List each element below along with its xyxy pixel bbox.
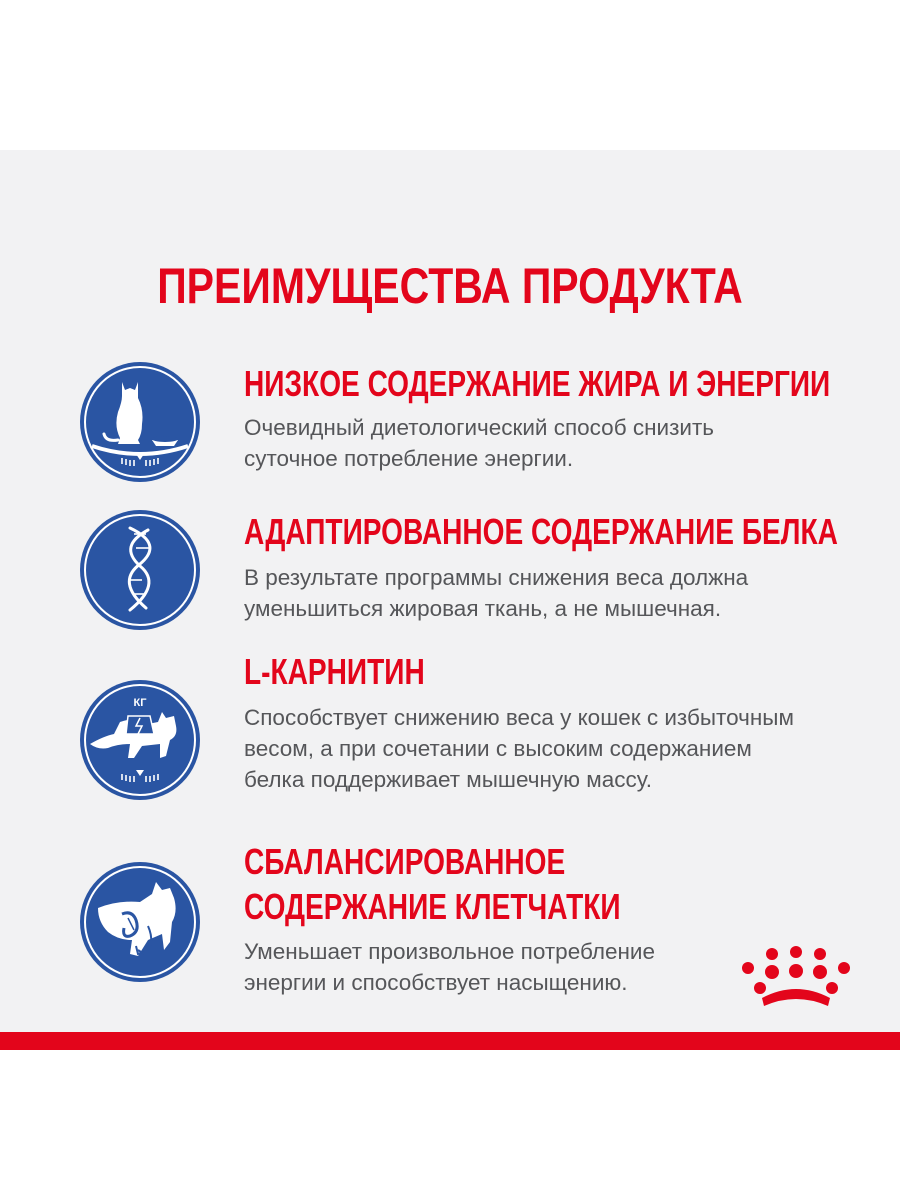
- protein-helix-icon: [78, 508, 202, 632]
- page-title: ПРЕИМУЩЕСТВА ПРОДУКТА: [157, 258, 743, 314]
- weight-unit-label: КГ: [133, 697, 147, 709]
- royal-canin-crown-logo: [734, 944, 858, 1014]
- cat-digestion-icon: [78, 860, 202, 984]
- feature-title: СБАЛАНСИРОВАННОЕ СОДЕРЖАНИЕ КЛЕТЧАТКИ: [244, 841, 621, 927]
- feature-description: Способствует снижению веса у кошек с избыточным весом, а при сочетании с высоким содержанием белка поддерживает мышечную массу.: [244, 705, 794, 792]
- feature-title: НИЗКОЕ СОДЕРЖАНИЕ ЖИРА И ЭНЕРГИИ: [244, 363, 831, 404]
- bottom-red-stripe: [0, 1032, 900, 1050]
- sitting-cat-bowl-icon: [78, 360, 202, 484]
- weight-cat-icon: [78, 678, 202, 802]
- feature-title: АДАПТИРОВАННОЕ СОДЕРЖАНИЕ БЕЛКА: [244, 511, 838, 552]
- feature-description: Уменьшает произвольное потребление энергии и способствует насыщению.: [244, 939, 655, 995]
- feature-description: В результате программы снижения веса должна уменьшиться жировая ткань, а не мышечная.: [244, 565, 749, 621]
- feature-description: Очевидный диетологический способ снизить суточное потребление энергии.: [244, 415, 714, 471]
- feature-title: L-КАРНИТИН: [244, 651, 425, 692]
